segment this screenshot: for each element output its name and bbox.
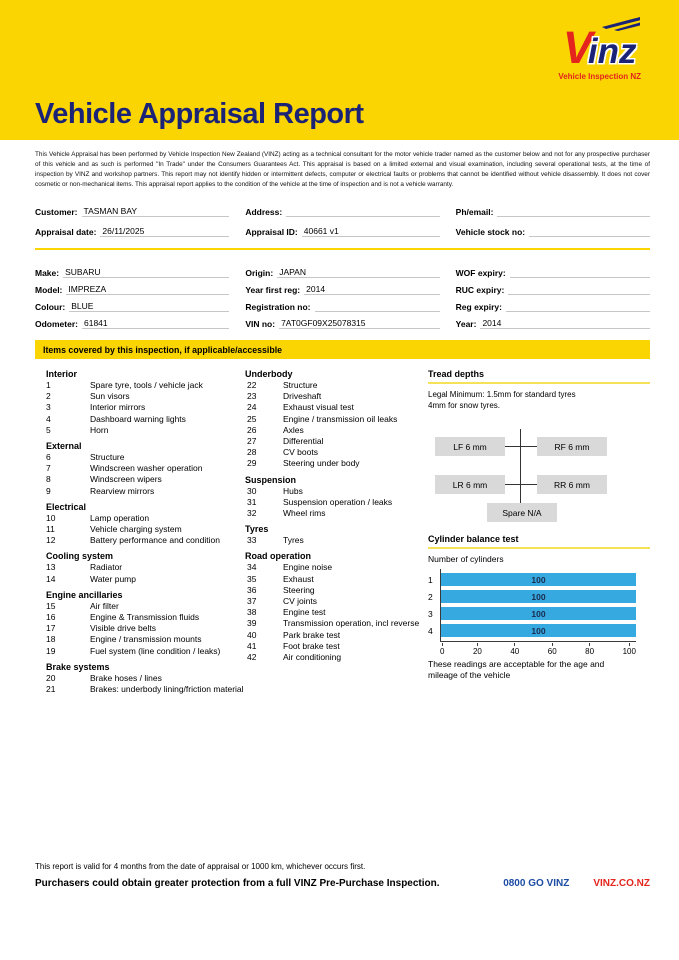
checklist-section (245, 551, 428, 663)
field-value: 2014 (304, 284, 440, 295)
item-label: Driveshaft (283, 391, 322, 402)
item-number: 11 (46, 524, 55, 535)
rear-axle-line (505, 484, 537, 485)
logo-swoosh-icon (598, 17, 642, 31)
item-label: Foot brake test (283, 640, 340, 651)
field-row (35, 263, 229, 280)
item-number: 20 (46, 672, 56, 683)
item-number: 27 (247, 436, 257, 447)
header-band (0, 0, 679, 140)
field-label: Year first reg: (245, 285, 301, 295)
vehicle-info-grid (35, 263, 650, 331)
checklist-item (46, 646, 245, 657)
checklist-section-header: Suspension (245, 474, 297, 485)
item-label: CV boots (283, 447, 318, 458)
cylinder-number: 4 (428, 625, 433, 636)
x-tick-label: 0 (440, 643, 444, 656)
item-label: Vehicle charging system (90, 524, 182, 535)
checklist-item (245, 436, 428, 447)
item-number: 12 (46, 535, 56, 546)
item-label: Steering (283, 584, 315, 595)
x-tick-label: 20 (473, 643, 482, 656)
cylinder-bar-row (441, 588, 636, 605)
field-value (315, 311, 440, 312)
tread-box-left-rear: LR 6 mm (435, 475, 505, 494)
item-number: 42 (247, 652, 257, 663)
item-number: 37 (247, 596, 257, 607)
item-label: Horn (90, 424, 109, 435)
item-label: Dashboard warning lights (90, 413, 186, 424)
checklist-section (245, 369, 428, 470)
checklist-section (46, 369, 245, 436)
item-label: Engine & Transmission fluids (90, 612, 200, 623)
checklist-item (245, 630, 428, 641)
item-label: Exhaust (283, 573, 314, 584)
checklist-section (46, 441, 245, 497)
item-number: 5 (46, 424, 51, 435)
item-number: 24 (247, 402, 257, 413)
field-label: Model: (35, 285, 63, 295)
checklist-item (46, 414, 245, 425)
bar-value-label: 100 (531, 574, 546, 585)
front-axle-line (505, 446, 537, 447)
checklist-item (245, 402, 428, 413)
item-label: Fuel system (line condition / leaks) (90, 645, 221, 656)
cylinder-subtitle: Number of cylinders (428, 554, 504, 564)
checklist-item (245, 596, 428, 607)
item-label: Rearview mirrors (90, 485, 155, 496)
item-number: 31 (247, 496, 257, 507)
field-value: 26/11/2025 (100, 226, 229, 237)
field-label: Appraisal ID: (245, 227, 298, 237)
checklist-section-items (46, 452, 245, 497)
field-value (529, 236, 650, 237)
field-row (35, 199, 229, 219)
checklist-item (245, 391, 428, 402)
field-label: Address: (245, 207, 283, 217)
field-row (456, 199, 650, 219)
field-row (35, 280, 229, 297)
item-number: 29 (247, 458, 257, 469)
field-label: Year: (455, 319, 477, 329)
tread-box-spare: Spare N/A (487, 503, 557, 522)
field-value: 61841 (82, 318, 229, 329)
checklist-section-items (46, 562, 245, 584)
item-number: 35 (247, 573, 257, 584)
item-number: 8 (46, 474, 51, 485)
item-label: Axles (283, 424, 304, 435)
checklist-item (245, 447, 428, 458)
item-label: Windscreen wipers (90, 474, 162, 485)
checklist-item (46, 612, 245, 623)
logo-letter-v: V (562, 22, 593, 73)
checklist-section-header: Tyres (245, 524, 269, 535)
checklist-item (46, 623, 245, 634)
checklist-section-header: External (46, 441, 82, 452)
item-number: 4 (46, 413, 51, 424)
checklist-item (46, 524, 245, 535)
item-number: 19 (46, 645, 56, 656)
field-value (508, 294, 650, 295)
tread-box-left-front: LF 6 mm (435, 437, 505, 456)
logo-wordmark (562, 22, 637, 73)
checklist-section-header: Interior (46, 369, 78, 379)
item-label: Structure (90, 452, 125, 463)
checklist-item (245, 497, 428, 508)
checklist-item (46, 673, 245, 684)
tread-depths-title: Tread depths (428, 369, 650, 384)
field-value: IMPREZA (66, 284, 229, 295)
checklist-item (245, 574, 428, 585)
field-row (456, 280, 650, 297)
checklist-item (46, 486, 245, 497)
field-value (286, 216, 439, 217)
checklist-item (245, 585, 428, 596)
checklist-item (245, 486, 428, 497)
item-label: Lamp operation (90, 512, 150, 523)
customer-info-grid (35, 199, 650, 239)
item-label: CV joints (283, 596, 318, 607)
report-footer (35, 862, 650, 889)
checklist-section-items (46, 673, 245, 695)
bar-value-label: 100 (531, 591, 546, 602)
item-number: 13 (46, 562, 56, 573)
item-number: 36 (247, 584, 257, 595)
field-row (245, 263, 439, 280)
cylinder-test-title: Cylinder balance test (428, 534, 650, 549)
tyre-diagram (428, 419, 650, 524)
item-label: Structure (283, 380, 318, 390)
bar-value-label: 100 (531, 608, 546, 619)
tread-box-right-rear: RR 6 mm (537, 475, 607, 494)
field-value (506, 311, 650, 312)
checklist-section-header: Engine ancillaries (46, 589, 123, 600)
field-label: Make: (35, 268, 60, 278)
tread-legal-line2: 4mm for snow tyres. (428, 401, 501, 410)
checklist-section-items (245, 486, 428, 520)
tread-legal-line1: Legal Minimum: 1.5mm for standard tyres (428, 390, 576, 399)
item-number: 34 (247, 562, 257, 573)
item-label: Engine noise (283, 562, 333, 573)
items-covered-bar: Items covered by this inspection, if applicable/accessible (35, 340, 650, 359)
item-label: Battery performance and condition (90, 535, 220, 546)
chart-plot-area (440, 569, 636, 642)
checklist-item (245, 652, 428, 663)
cylinder-number: 3 (428, 608, 433, 619)
checklist-item (46, 634, 245, 645)
checklist-section (46, 590, 245, 657)
field-label: Vehicle stock no: (455, 227, 526, 237)
item-number: 23 (247, 391, 257, 402)
field-row (35, 219, 229, 239)
item-number: 18 (46, 634, 56, 645)
item-number: 1 (46, 380, 51, 390)
field-row (456, 263, 650, 280)
checklist-section-items (46, 380, 245, 436)
item-label: Suspension operation / leaks (283, 496, 393, 507)
checklist-section-items (245, 535, 428, 546)
item-label: Transmission operation, incl reverse (283, 618, 420, 629)
checklist-section-items (46, 601, 245, 657)
item-number: 33 (247, 535, 257, 546)
checklist-section (46, 662, 245, 695)
cylinder-bar (441, 573, 636, 586)
checklist-item (46, 463, 245, 474)
field-value: TASMAN BAY (82, 206, 230, 217)
disclaimer-text: This Vehicle Appraisal has been performed by Vehicle Inspection New Zealand (VINZ) acting as a technical consultant for the motor vehicle trader named as the customer below and not for any prospective purchaser of this vehicle and as such is performed "In Trade" under the Consumers Guarantees Act. This appraisal is based on a limited external and visual examination, including several operational tests, at the time of inspection by VINZ and workshop partners. This report may not identify hidden or intermittent defects, computer or electrical faults or problems that cannot be identified without vehicle disassembly. It does not cover cosmetic or non-mechanical items. This appraisal report applies to the condition of the vehicle at the time of inspection and is not a vehicle warranty. (35, 151, 650, 188)
logo-letters-inz: inz (587, 32, 637, 71)
item-number: 7 (46, 463, 51, 474)
field-row (456, 297, 650, 314)
field-row (35, 297, 229, 314)
cylinder-number: 1 (428, 574, 433, 585)
checklist-section-items (245, 380, 428, 470)
item-label: Air filter (90, 600, 119, 611)
tread-legal-text (428, 389, 650, 411)
item-label: Exhaust visual test (283, 402, 354, 413)
checklist-item (46, 562, 245, 573)
report-body (35, 140, 650, 695)
item-label: Engine / transmission mounts (90, 634, 202, 645)
field-row (245, 280, 439, 297)
side-column (428, 369, 650, 695)
field-value (510, 277, 650, 278)
checklist-item (46, 513, 245, 524)
item-label: Park brake test (283, 629, 341, 640)
checklist-item (46, 601, 245, 612)
checklist-section (46, 502, 245, 547)
field-value: 2014 (480, 318, 650, 329)
item-number: 30 (247, 485, 257, 496)
checklist-item (245, 508, 428, 519)
checklist-item (245, 607, 428, 618)
field-row (35, 314, 229, 331)
checklist-item (245, 618, 428, 629)
field-value: 7AT0GF09X25078315 (279, 318, 440, 329)
footer-website-link: VINZ.CO.NZ (593, 878, 650, 889)
checklist-section-header: Brake systems (46, 661, 110, 672)
field-row (456, 314, 650, 331)
field-label: Customer: (35, 207, 78, 217)
item-label: Brakes: underbody lining/friction material (90, 684, 244, 695)
item-number: 40 (247, 629, 257, 640)
item-label: Engine test (283, 607, 326, 618)
chart-body (428, 569, 636, 642)
checklist-item (46, 684, 245, 695)
item-label: Radiator (90, 562, 123, 573)
checklist-section-items (46, 513, 245, 547)
item-label: Hubs (283, 485, 303, 496)
checklist-item (245, 425, 428, 436)
item-number: 22 (247, 380, 257, 390)
checklist-item (46, 535, 245, 546)
item-label: Sun visors (90, 391, 130, 402)
cylinder-bar (441, 624, 636, 637)
item-number: 10 (46, 512, 56, 523)
checklist-item (245, 414, 428, 425)
cylinder-bar-row (441, 622, 636, 639)
checklist-column-1 (35, 369, 245, 695)
cylinder-bar-row (441, 571, 636, 588)
item-number: 26 (247, 424, 257, 435)
field-row (245, 314, 439, 331)
section-divider (35, 248, 650, 250)
checklist-item (245, 458, 428, 469)
checklist-item (46, 452, 245, 463)
x-tick-label: 40 (510, 643, 519, 656)
item-number: 3 (46, 402, 51, 413)
field-row (456, 219, 650, 239)
field-label: VIN no: (245, 319, 276, 329)
x-tick-label: 100 (623, 643, 636, 656)
field-value: 40661 v1 (302, 226, 440, 237)
checklist-section-header: Road operation (245, 551, 312, 562)
x-tick-label: 60 (548, 643, 557, 656)
item-number: 9 (46, 485, 51, 496)
checklist-section (245, 475, 428, 520)
field-row (245, 219, 439, 239)
item-label: Steering under body (283, 458, 360, 469)
field-label: Registration no: (245, 302, 311, 312)
field-row (245, 297, 439, 314)
cylinder-balance-chart (428, 569, 650, 681)
field-label: WOF expiry: (455, 268, 506, 278)
item-number: 38 (247, 607, 257, 618)
field-value: BLUE (69, 301, 229, 312)
cylinder-bar (441, 590, 636, 603)
checklist-section-header: Electrical (46, 501, 87, 512)
checklist-section (245, 524, 428, 546)
item-label: Spare tyre, tools / vehicle jack (90, 380, 203, 390)
field-label: Reg expiry: (455, 302, 502, 312)
x-tick-label: 80 (585, 643, 594, 656)
item-number: 28 (247, 447, 257, 458)
item-number: 2 (46, 391, 51, 402)
field-value: SUBARU (63, 267, 229, 278)
chart-note: These readings are acceptable for the age and mileage of the vehicle (428, 659, 605, 680)
page-title: Vehicle Appraisal Report (35, 98, 364, 130)
item-number: 21 (46, 684, 56, 695)
checklist-section-header: Cooling system (46, 551, 114, 562)
item-number: 39 (247, 618, 257, 629)
checklist-item (46, 425, 245, 436)
item-number: 6 (46, 452, 51, 463)
item-number: 41 (247, 640, 257, 651)
item-label: Brake hoses / lines (90, 672, 162, 683)
tread-box-right-front: RF 6 mm (537, 437, 607, 456)
footer-promo-line (35, 878, 650, 889)
cylinder-number: 2 (428, 591, 433, 602)
footer-validity-text: This report is valid for 4 months from the date of appraisal or 1000 km, whichever occurs first. (35, 862, 366, 871)
checklist-item (245, 380, 428, 391)
checklist-section-items (245, 562, 428, 663)
checklist-item (46, 380, 245, 391)
checklist-item (245, 562, 428, 573)
item-label: Tyres (283, 535, 304, 546)
field-label: Appraisal date: (35, 227, 97, 237)
item-label: Visible drive belts (90, 623, 156, 634)
field-value: JAPAN (277, 267, 439, 278)
item-number: 14 (46, 573, 56, 584)
vinz-logo (558, 22, 641, 81)
item-label: Wheel rims (283, 508, 326, 519)
checklist-section-header: Underbody (245, 369, 293, 379)
field-row (245, 199, 439, 219)
item-number: 25 (247, 413, 257, 424)
checklist-item (46, 474, 245, 485)
checklist-item (46, 402, 245, 413)
field-value (497, 216, 650, 217)
cylinder-bar (441, 607, 636, 620)
cylinder-axis-labels (428, 569, 440, 642)
item-label: Windscreen washer operation (90, 463, 203, 474)
item-number: 16 (46, 612, 56, 623)
field-label: Origin: (245, 268, 274, 278)
checklist-column-2 (245, 369, 428, 695)
checklist-section (46, 551, 245, 584)
item-label: Engine / transmission oil leaks (283, 413, 398, 424)
bar-value-label: 100 (531, 625, 546, 636)
item-label: Differential (283, 436, 324, 447)
item-label: Water pump (90, 573, 136, 584)
item-number: 32 (247, 508, 257, 519)
checklist-item (245, 641, 428, 652)
item-number: 17 (46, 623, 56, 634)
field-label: Ph/email: (455, 207, 494, 217)
item-label: Air conditioning (283, 652, 342, 663)
checklist-item (46, 574, 245, 585)
axle-centerline (520, 429, 521, 510)
checklist-item (46, 391, 245, 402)
cylinder-bar-row (441, 605, 636, 622)
footer-promo-text: Purchasers could obtain greater protection from a full VINZ Pre-Purchase Inspection. (35, 878, 440, 889)
logo-tagline: Vehicle Inspection NZ (558, 72, 641, 81)
inspection-checklist (35, 369, 650, 695)
footer-phone-number: 0800 GO VINZ (503, 878, 570, 889)
item-label: Interior mirrors (90, 402, 146, 413)
item-number: 15 (46, 600, 56, 611)
field-label: Odometer: (35, 319, 78, 329)
field-label: RUC expiry: (455, 285, 505, 295)
field-label: Colour: (35, 302, 66, 312)
x-axis-ticks (440, 643, 636, 656)
checklist-item (245, 535, 428, 546)
